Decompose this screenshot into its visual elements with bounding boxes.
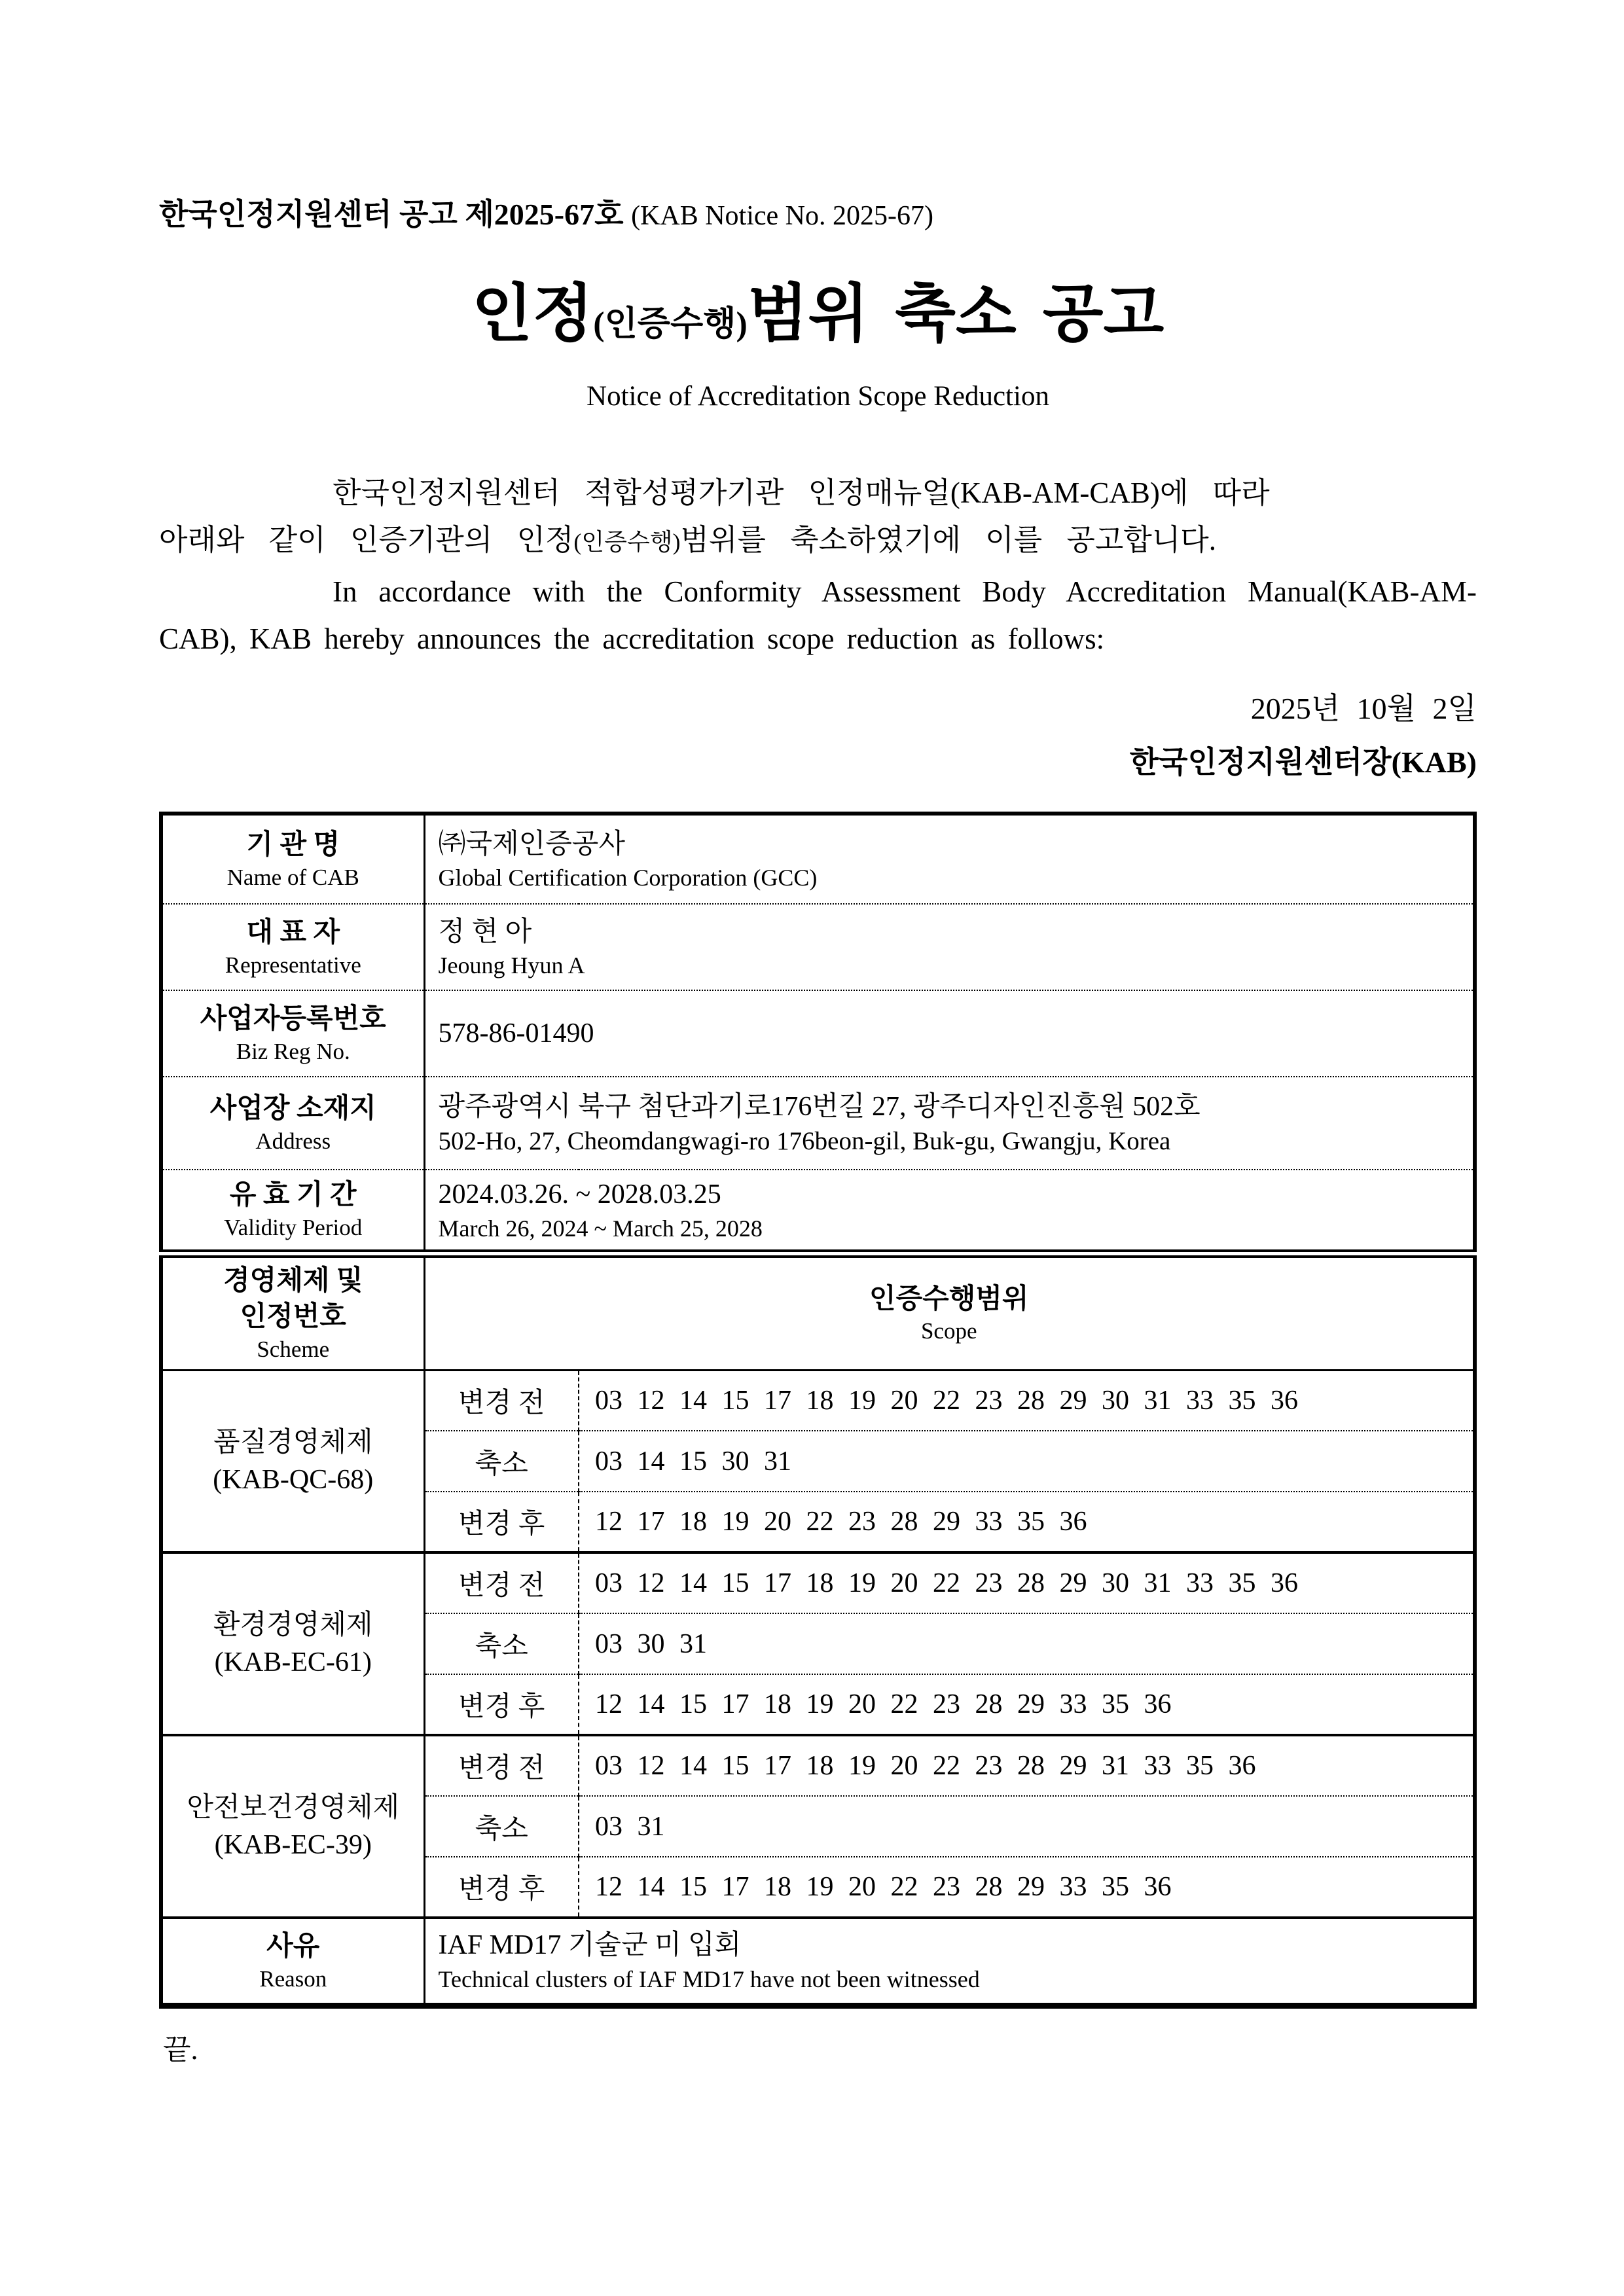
label-english: Biz Reg No. — [236, 1038, 350, 1064]
accreditation-table — [159, 812, 1477, 2009]
table-row-reason — [161, 1918, 1475, 2005]
scope-codes: 03 14 15 30 31 — [579, 1431, 1475, 1492]
table-row-address — [161, 1077, 1475, 1170]
value-english: Technical clusters of IAF MD17 have not been witnessed — [438, 1966, 980, 1993]
scope-header-cell — [424, 1253, 1475, 1370]
scope-codes: 12 17 18 19 20 22 23 28 29 33 35 36 — [579, 1492, 1475, 1552]
body-ko-part3: 범위를 축소하였기에 이를 공고합니다. — [680, 524, 1217, 557]
row-value-cell — [424, 814, 1475, 904]
label-korean: 사업장 소재지 — [209, 1094, 376, 1124]
scope-header-korean: 인증수행범위 — [869, 1283, 1029, 1314]
notice-number-line — [159, 196, 1477, 232]
change-type-label: 변경 후 — [424, 1857, 579, 1918]
scheme-code: (KAB-EC-39) — [214, 1829, 372, 1860]
label-korean: 유 효 기 간 — [229, 1180, 357, 1211]
scheme-header-korean-2: 인정번호 — [240, 1302, 346, 1332]
scope-codes: 03 12 14 15 17 18 19 20 22 23 28 29 30 31 33 35 36 — [579, 1370, 1475, 1431]
title-parenthetical: (인증수행) — [593, 306, 748, 344]
label-english: Reason — [259, 1965, 327, 1992]
title-part-2: 범위 축소 공고 — [747, 279, 1164, 350]
table-row-name-of-cab — [161, 814, 1475, 904]
scheme-name-cell — [161, 1552, 424, 1735]
value-korean: IAF MD17 기술군 미 입회 — [438, 1930, 742, 1961]
table-row-validity-period — [161, 1170, 1475, 1253]
table-row-qc68-before — [161, 1370, 1475, 1431]
label-english: Validity Period — [224, 1215, 363, 1241]
value-korean: 정 현 아 — [438, 916, 532, 947]
scope-codes: 03 12 14 15 17 18 19 20 22 23 28 29 30 31 33 35 36 — [579, 1552, 1475, 1613]
scheme-name-korean: 안전보건경영체제 — [187, 1793, 400, 1823]
scheme-name-korean: 품질경영체제 — [213, 1427, 373, 1458]
row-label-cell — [161, 814, 424, 904]
label-korean: 기 관 명 — [246, 830, 340, 861]
row-value-cell — [424, 1077, 1475, 1170]
body-paragraph-english: In accordance with the Conformity Assessment Body Accreditation Manual(KAB-AM-CAB), KAB hereby announces the accreditation scope reduction as follows: — [159, 575, 1477, 656]
body-ko-part2: 아래와 같이 인증기관의 인정 — [159, 524, 574, 557]
scheme-code: (KAB-EC-61) — [214, 1647, 372, 1677]
table-row-ec39-before — [161, 1735, 1475, 1796]
document-content — [159, 0, 1477, 2068]
change-type-label: 축소 — [424, 1613, 579, 1674]
scheme-name-korean: 환경경영체제 — [213, 1610, 373, 1641]
document-title — [159, 278, 1477, 350]
body-ko-parenthetical: (인증수행) — [573, 529, 681, 556]
body-ko-line1: 한국인정지원센터 적합성평가기관 인정매뉴얼(KAB-AM-CAB)에 따라 — [333, 476, 1270, 510]
label-english: Representative — [225, 952, 361, 978]
notice-number-korean: 한국인정지원센터 공고 제2025-67호 — [159, 198, 624, 231]
value-korean: 578-86-01490 — [438, 1018, 594, 1049]
row-label-cell — [161, 1077, 424, 1170]
label-korean: 대 표 자 — [246, 918, 340, 948]
scheme-name-cell — [161, 1735, 424, 1918]
body-paragraph-korean — [159, 469, 1477, 565]
row-label-cell — [161, 1918, 424, 2005]
value-english: Jeoung Hyun A — [438, 952, 585, 979]
title-part-1: 인정 — [471, 279, 594, 350]
scope-header-english: Scope — [920, 1318, 977, 1344]
scope-codes: 03 31 — [579, 1796, 1475, 1857]
table-row-ec61-before — [161, 1552, 1475, 1613]
row-value-cell — [424, 990, 1475, 1077]
row-value-cell — [424, 1918, 1475, 2005]
table-row-scheme-header — [161, 1253, 1475, 1370]
row-value-cell — [424, 1170, 1475, 1253]
issue-date: 2025년 10월 2일 — [1250, 692, 1477, 726]
scheme-header-label-cell — [161, 1253, 424, 1370]
table-row-representative — [161, 904, 1475, 990]
row-label-cell — [161, 990, 424, 1077]
scheme-name-cell — [161, 1370, 424, 1552]
value-korean: 2024.03.26. ~ 2028.03.25 — [438, 1179, 721, 1210]
scope-codes: 03 30 31 — [579, 1613, 1475, 1674]
label-english: Name of CAB — [226, 864, 359, 890]
change-type-label: 축소 — [424, 1431, 579, 1492]
value-korean: 광주광역시 북구 첨단과기로176번길 27, 광주디자인진흥원 502호 — [438, 1091, 1200, 1122]
scope-codes: 03 12 14 15 17 18 19 20 22 23 28 29 31 33 35 36 — [579, 1735, 1475, 1796]
value-korean: ㈜국제인증공사 — [438, 829, 625, 859]
label-english: Address — [255, 1128, 331, 1154]
label-korean: 사유 — [266, 1931, 320, 1962]
scope-codes: 12 14 15 17 18 19 20 22 23 28 29 33 35 36 — [579, 1674, 1475, 1735]
end-mark: 끝. — [163, 2033, 198, 2066]
row-label-cell — [161, 1170, 424, 1253]
scope-codes: 12 14 15 17 18 19 20 22 23 28 29 33 35 36 — [579, 1857, 1475, 1918]
document-subtitle-english: Notice of Accreditation Scope Reduction — [586, 380, 1049, 412]
change-type-label: 변경 전 — [424, 1552, 579, 1613]
value-english: March 26, 2024 ~ March 25, 2028 — [438, 1215, 763, 1242]
value-english: Global Certification Corporation (GCC) — [438, 865, 818, 891]
change-type-label: 변경 후 — [424, 1492, 579, 1552]
change-type-label: 변경 전 — [424, 1370, 579, 1431]
change-type-label: 축소 — [424, 1796, 579, 1857]
issuer-signature: 한국인정지원센터장(KAB) — [1129, 745, 1477, 780]
row-value-cell — [424, 904, 1475, 990]
table-row-biz-reg-no — [161, 990, 1475, 1077]
change-type-label: 변경 후 — [424, 1674, 579, 1735]
label-korean: 사업자등록번호 — [200, 1004, 386, 1035]
row-label-cell — [161, 904, 424, 990]
change-type-label: 변경 전 — [424, 1735, 579, 1796]
value-english: 502-Ho, 27, Cheomdangwagi-ro 176beon-gil, Buk-gu, Gwangju, Korea — [438, 1127, 1171, 1156]
scheme-header-korean-1: 경영체제 및 — [223, 1266, 363, 1297]
notice-number-english: (KAB Notice No. 2025-67) — [631, 201, 933, 231]
scheme-code: (KAB-QC-68) — [213, 1464, 374, 1495]
scheme-header-english: Scheme — [257, 1336, 330, 1362]
